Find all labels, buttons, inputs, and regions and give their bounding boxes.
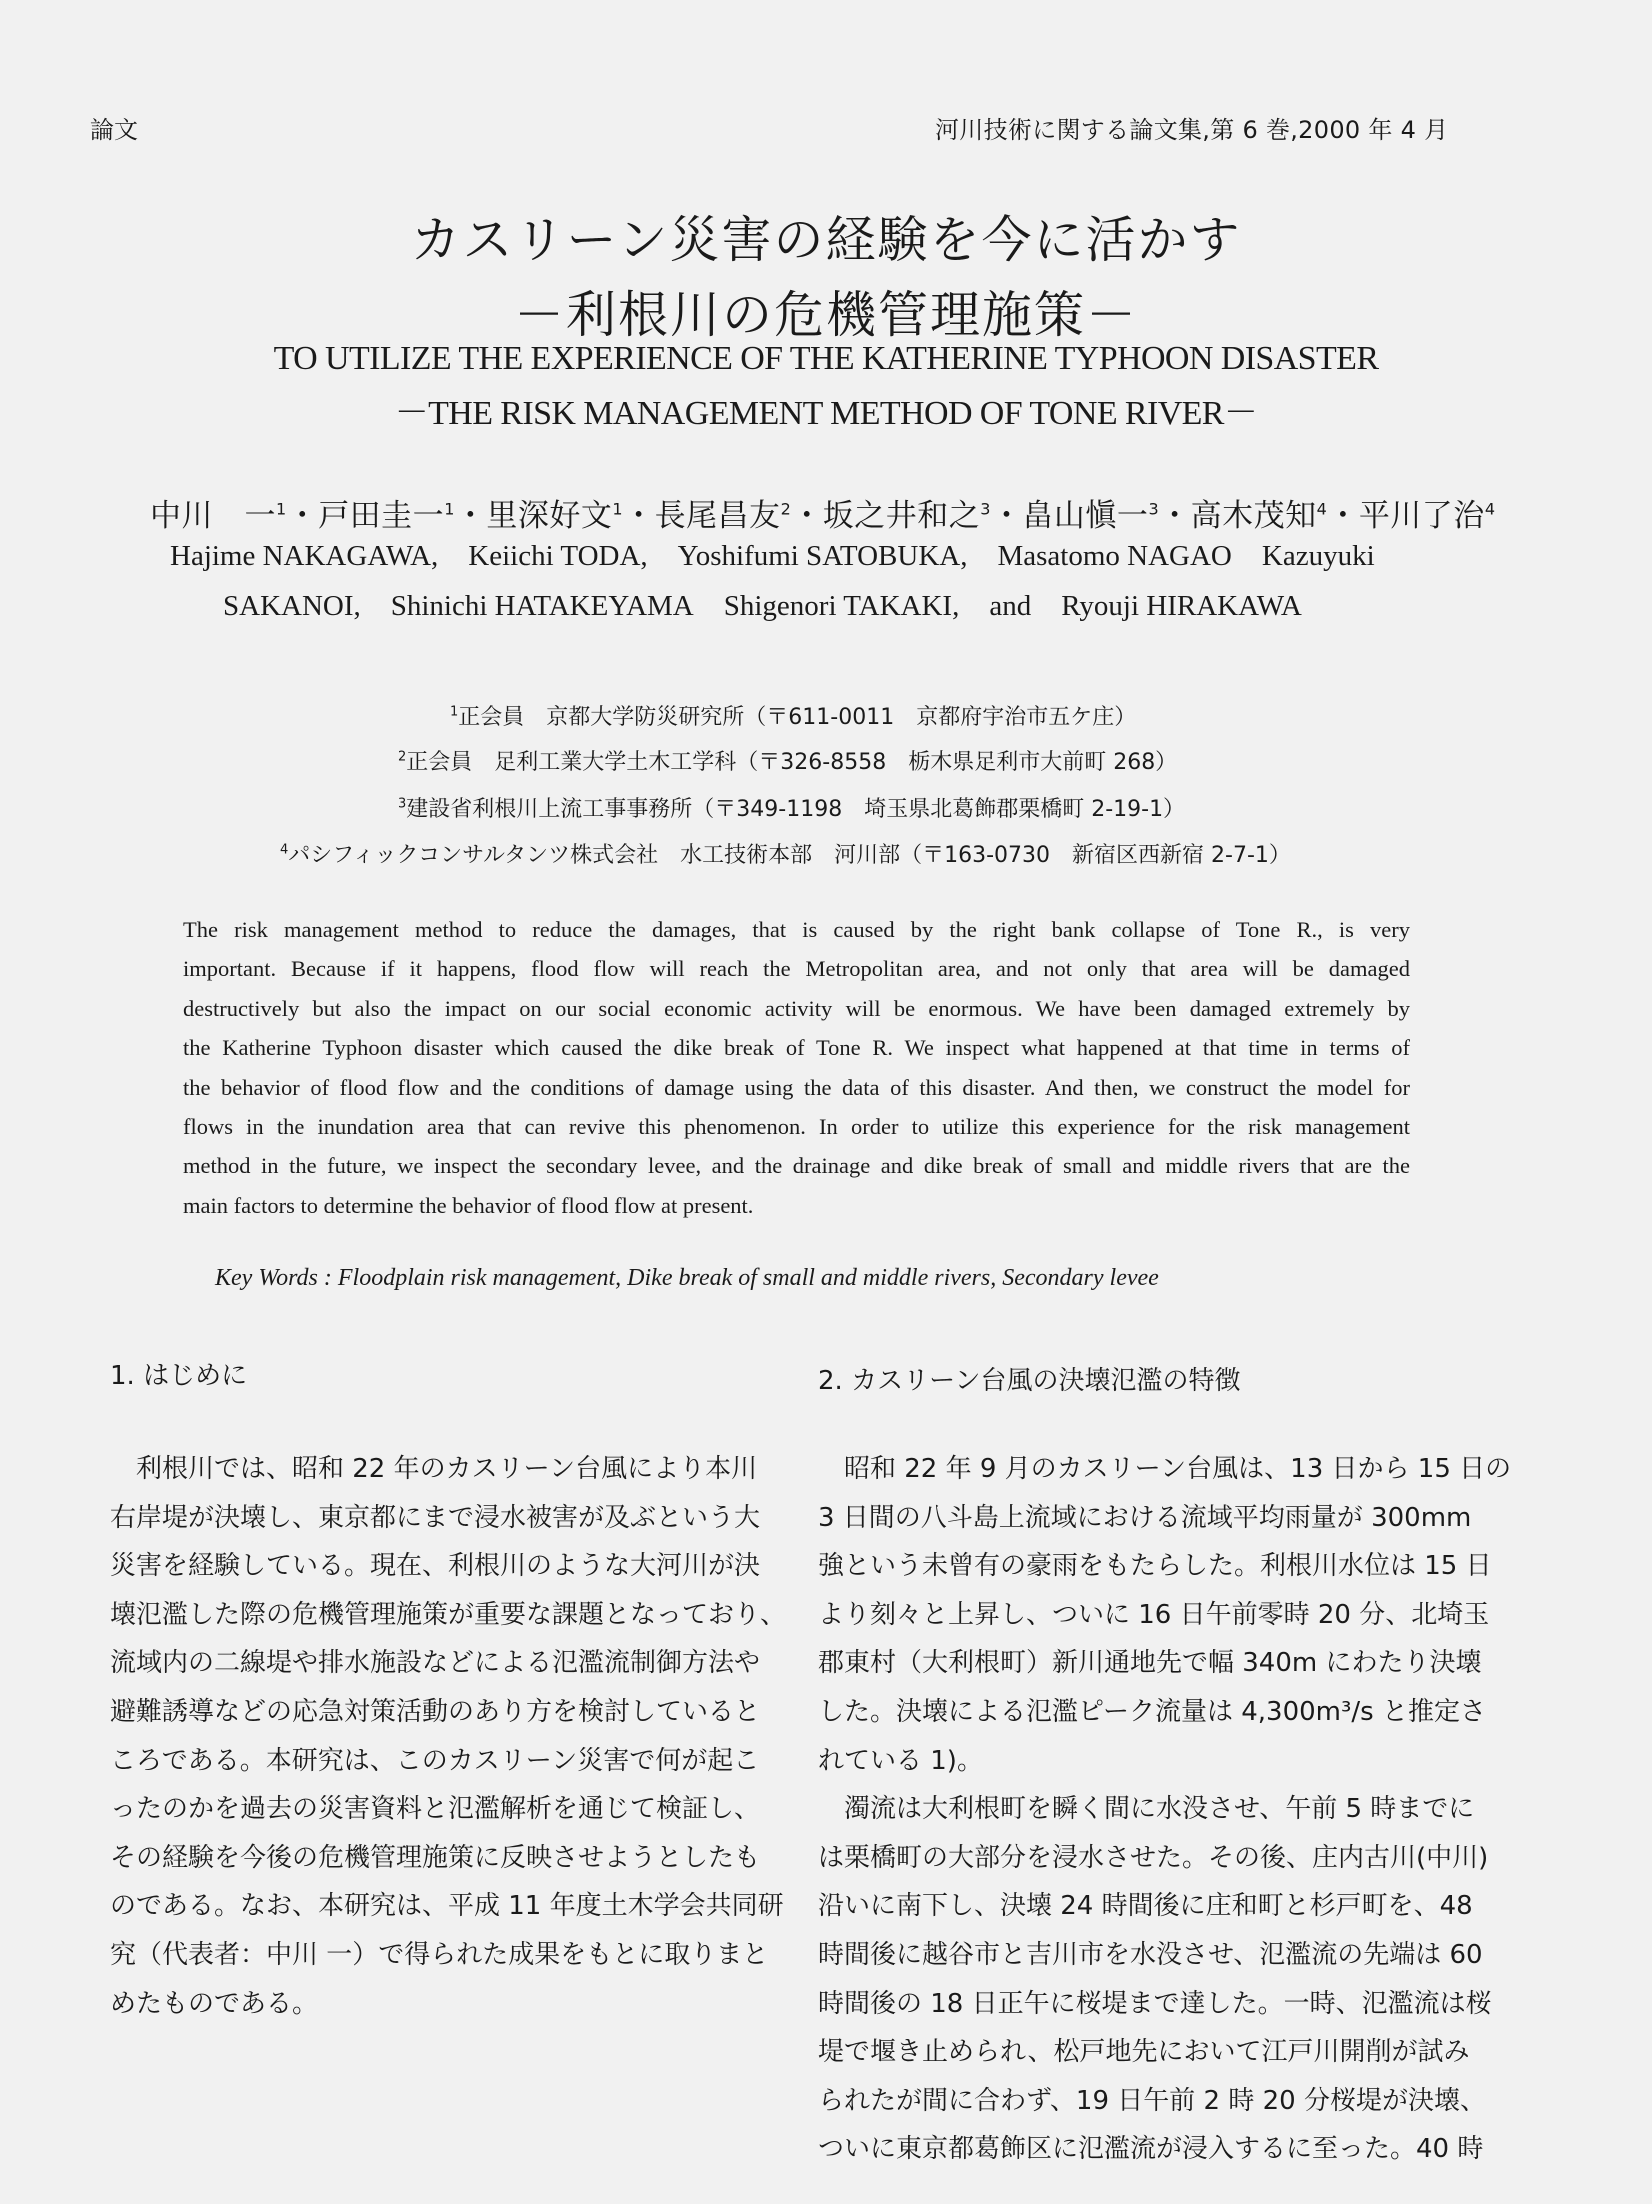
author-separator: ・ [791, 498, 823, 534]
author-separator: ・ [1327, 498, 1359, 534]
author-affiliation-marker: 4 [1484, 499, 1496, 519]
affiliation-text: 正会員 足利工業大学土木工学科（〒326-8558 栃木県足利市大前町 268） [406, 750, 1178, 775]
body-text-line: 昭和 22 年 9 月のカスリーン台風は、13 日から 15 日の [818, 1454, 1512, 1484]
body-text-line: 堤で堰き止められ、松戸地先において江戸川開削が試み [818, 2037, 1470, 2068]
paper-type-label: 論文 [90, 116, 138, 144]
body-text-line: れている 1)。 [818, 1745, 983, 1776]
author-name-jp: 戸田圭一 [318, 498, 445, 534]
affiliation-marker: 2 [398, 749, 407, 765]
authors-jp [150, 490, 1496, 535]
section-2-heading: 2. カスリーン台風の決壊氾濫の特徴 [818, 1366, 1241, 1396]
author-separator: ・ [990, 498, 1023, 534]
authors-en-line-1 [170, 540, 1410, 573]
title-jp-line-2: －利根川の危機管理施策－ [514, 286, 1138, 344]
body-text-line: 壊氾濫した際の危機管理施策が重要な課題となっており、 [110, 1599, 787, 1630]
author-name-jp: 中川 一 [150, 498, 276, 534]
affiliation-2 [398, 745, 1177, 776]
abstract-line: main factors to determine the behavior of flood flow at present. [183, 1192, 754, 1218]
abstract-line: important. Because if it happens, flood flow will reach the Metropolitan area, and not only that area will be damaged [183, 956, 1410, 982]
abstract-line: method in the future, we inspect the secondary levee, and the drainage and dike break of small and middle rivers that are the [183, 1153, 1410, 1179]
author-name-en: Masatomo NAGAO [997, 540, 1232, 572]
keywords: Key Words : Floodplain risk management, Dike break of small and middle rivers, Secondary levee [215, 1265, 1159, 1291]
section-2-body [818, 1445, 1512, 2174]
author-name-jp: 坂之井和之 [822, 498, 981, 534]
abstract-line: flows in the inundation area that can revive this phenomenon. In order to utilize this experience for the risk management [183, 1113, 1410, 1139]
body-text-line: 右岸堤が決壊し、東京都にまで浸水被害が及ぶという大 [110, 1502, 761, 1533]
author-affiliation-marker: 3 [1148, 499, 1160, 519]
body-text-line: は栗橋町の大部分を浸水させた。その後、庄内古川(中川) [818, 1842, 1489, 1873]
authors-en-line-2 [223, 590, 1323, 623]
author-affiliation-marker: 1 [276, 499, 287, 519]
body-text-line: その経験を今後の危機管理施策に反映させようとしたも [110, 1842, 761, 1873]
title-en-line-2: －THE RISK MANAGEMENT METHOD OF TONE RIVER－ [394, 395, 1258, 432]
affiliation-marker: 3 [398, 796, 407, 812]
body-text-line: めたものである。 [110, 1988, 319, 2019]
author-separator: ・ [286, 498, 319, 534]
section-1-body [110, 1445, 787, 2028]
body-text-line: 時間後の 18 日正午に桜堤まで達した。一時、氾濫流は桜 [818, 1988, 1492, 2019]
author-name-en: Keiichi TODA, [468, 540, 648, 572]
affiliation-4 [280, 838, 1291, 869]
body-text-line: ついに東京都葛飾区に氾濫流が浸入するに至った。40 時 [818, 2134, 1484, 2165]
author-name-en: and [989, 590, 1032, 622]
abstract-line: the behavior of flood flow and the conditions of damage using the data of this disaster. And then, we construct the model for [183, 1074, 1410, 1100]
author-affiliation-marker: 3 [980, 499, 991, 519]
author-affiliation-marker: 2 [780, 499, 792, 519]
body-text-line: 利根川では、昭和 22 年のカスリーン台風により本川 [110, 1454, 758, 1484]
author-name-en: SAKANOI, [223, 590, 361, 622]
abstract [183, 910, 1410, 1225]
author-name-jp: 高木茂知 [1190, 498, 1317, 534]
author-affiliation-marker: 1 [612, 499, 624, 519]
affiliation-3 [398, 792, 1185, 823]
author-separator: ・ [454, 498, 487, 534]
author-affiliation-marker: 4 [1316, 499, 1328, 519]
author-name-jp: 長尾昌友 [654, 498, 781, 534]
title-jp-line-1: カスリーン災害の経験を今に活かす [410, 211, 1242, 269]
affiliation-text: 正会員 京都大学防災研究所（〒611-0011 京都府宇治市五ケ庄） [458, 705, 1137, 730]
affiliation-marker: 4 [280, 842, 289, 858]
body-text-line: ころである。本研究は、このカスリーン災害で何が起こ [110, 1745, 760, 1776]
body-text-line: 流域内の二線堤や排水施設などによる氾濫流制御方法や [110, 1648, 761, 1679]
author-separator: ・ [623, 498, 655, 534]
body-text-line: 災害を経験している。現在、利根川のような大河川が決 [110, 1551, 761, 1582]
body-text-line: 時間後に越谷市と吉川市を水没させ、氾濫流の先端は 60 [818, 1939, 1483, 1970]
body-text-line: 沿いに南下し、決壊 24 時間後に庄和町と杉戸町を、48 [818, 1891, 1473, 1922]
body-text-line: のである。なお、本研究は、平成 11 年度土木学会共同研 [110, 1891, 784, 1922]
abstract-line: the Katherine Typhoon disaster which caused the dike break of Tone R. We inspect what happened at that time in terms of [183, 1035, 1410, 1061]
body-text-line: られたが間に合わず、19 日午前 2 時 20 分桜堤が決壊、 [818, 2085, 1486, 2116]
body-text-line: した。決壊による氾濫ピーク流量は 4,300m³/s と推定さ [818, 1696, 1486, 1727]
affiliation-text: パシフィックコンサルタンツ株式会社 水工技術本部 河川部（〒163-0730 新宿区西新宿 2-7-1） [288, 843, 1291, 868]
author-affiliation-marker: 1 [444, 499, 455, 519]
body-text-line: 郡東村（大利根町）新川通地先で幅 340m にわたり決壊 [818, 1648, 1482, 1679]
affiliation-1 [450, 700, 1136, 731]
author-name-jp: 里深好文 [486, 498, 613, 534]
author-name-en: Shinichi HATAKEYAMA [390, 590, 694, 622]
title-en-line-1: TO UTILIZE THE EXPERIENCE OF THE KATHERINE TYPHOON DISASTER [273, 340, 1379, 377]
affiliation-marker: 1 [450, 704, 459, 720]
author-name-en: Shigenori TAKAKI, [723, 590, 960, 622]
author-name-en: Ryouji HIRAKAWA [1061, 590, 1302, 622]
body-text-line: 強という未曾有の豪雨をもたらした。利根川水位は 15 日 [818, 1551, 1492, 1582]
affiliation-text: 建設省利根川上流工事事務所（〒349-1198 埼玉県北葛飾郡栗橋町 2-19-1） [406, 797, 1186, 822]
body-text-line: 避難誘導などの応急対策活動のあり方を検討していると [110, 1696, 761, 1727]
body-text-line: 3 日間の八斗島上流域における流域平均雨量が 300mm [818, 1502, 1472, 1533]
section-1-heading: 1. はじめに [110, 1361, 248, 1391]
body-text-line: 究（代表者：中川 一）で得られた成果をもとに取りまと [110, 1939, 769, 1970]
abstract-line: destructively but also the impact on our social economic activity will be enormous. We have been damaged extremely by [183, 995, 1410, 1021]
author-separator: ・ [1159, 498, 1191, 534]
journal-citation: 河川技術に関する論文集,第 6 巻,2000 年 4 月 [935, 116, 1449, 144]
abstract-line: The risk management method to reduce the damages, that is caused by the right bank collapse of Tone R., is very [183, 917, 1410, 942]
body-text-line: 濁流は大利根町を瞬く間に水没させ、午前 5 時までに [818, 1794, 1475, 1825]
author-name-en: Kazuyuki [1261, 540, 1375, 572]
author-name-en: Yoshifumi SATOBUKA, [677, 540, 968, 572]
body-text-line: より刻々と上昇し、ついに 16 日午前零時 20 分、北埼玉 [818, 1599, 1490, 1630]
author-name-jp: 平川了治 [1358, 498, 1485, 534]
author-name-jp: 畠山愼一 [1022, 498, 1149, 534]
author-name-en: Hajime NAKAGAWA, [170, 540, 439, 572]
body-text-line: ったのかを過去の災害資料と氾濫解析を通じて検証し、 [110, 1794, 761, 1825]
